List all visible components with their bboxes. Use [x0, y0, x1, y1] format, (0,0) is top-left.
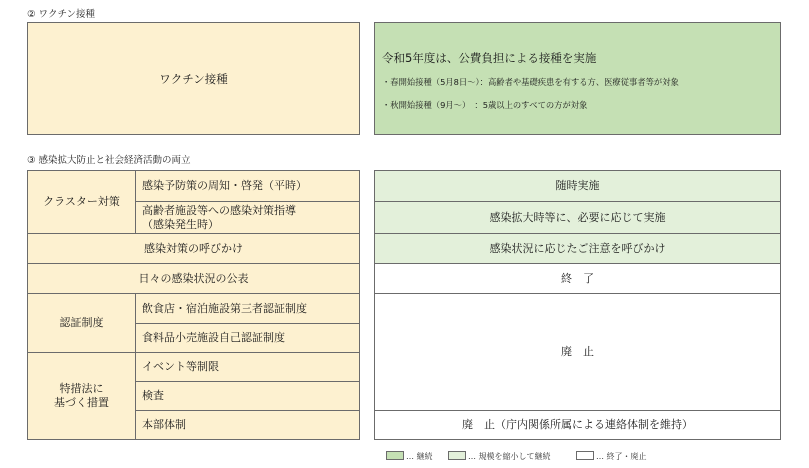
status-cluster1: 随時実施	[555, 179, 600, 192]
legend-ended: … 終了・廃止	[596, 452, 647, 461]
special-item1: イベント等制限	[142, 360, 219, 373]
legend-swatch-continue	[386, 451, 404, 460]
cluster-label: クラスター対策	[43, 195, 120, 208]
cluster-item1-cell	[135, 170, 360, 202]
legend-reduced: … 規模を縮小して継続	[468, 452, 551, 461]
cert-label-cell	[27, 293, 136, 353]
status-abolish-cell	[374, 293, 781, 411]
cluster-item1: 感染予防策の周知・啓発（平時）	[142, 179, 307, 192]
cluster-item2-cell	[135, 201, 360, 234]
vaccine-detail-spring: ・春開始接種（5月8日～）：高齢者や基礎疾患を有する方、医療従事者等が対象	[382, 77, 679, 87]
legend-swatch-reduced	[448, 451, 466, 460]
status-call: 感染状況に応じたご注意を呼びかけ	[489, 241, 666, 255]
publish-cell	[27, 263, 360, 294]
cluster-label-cell	[27, 170, 136, 234]
publish-label: 日々の感染状況の公表	[138, 271, 249, 285]
cluster-item2-line2: （感染発生時）	[142, 218, 219, 231]
section2-heading: ③ 感染拡大防止と社会経済活動の両立	[27, 155, 191, 166]
section1-heading: ② ワクチン接種	[27, 9, 96, 20]
special-item2: 検査	[142, 389, 164, 402]
status-hq: 廃 止（庁内関係所属による連絡体制を維持）	[462, 418, 693, 431]
status-call-cell	[374, 233, 781, 264]
special-item2-cell	[135, 381, 360, 411]
vaccine-label: ワクチン接種	[159, 71, 228, 86]
special-label-line1: 特措法に	[59, 382, 104, 395]
legend-continue: … 継続	[406, 452, 433, 461]
status-hq-cell	[374, 410, 781, 440]
cert-item1: 飲食店・宿泊施設第三者認証制度	[142, 301, 307, 315]
cert-label: 認証制度	[59, 316, 104, 329]
status-abolish: 廃 止	[561, 345, 594, 358]
special-label-line2: 基づく措置	[54, 396, 109, 409]
special-label-cell	[27, 352, 136, 440]
legend-swatch-ended	[576, 451, 594, 460]
status-publish-cell	[374, 263, 781, 294]
status-cluster1-cell	[374, 170, 781, 202]
call-label: 感染対策の呼びかけ	[144, 241, 243, 255]
cluster-item2-line1: 高齢者施設等への感染対策指導	[142, 204, 296, 217]
status-cluster2: 感染拡大時等に、必要に応じて実施	[489, 210, 666, 224]
vaccine-label-cell	[27, 22, 360, 135]
cert-item2: 食料品小売施設自己認証制度	[142, 331, 285, 344]
special-item1-cell	[135, 352, 360, 382]
vaccine-detail-title: 令和5年度は、公費負担による接種を実施	[382, 51, 597, 65]
vaccine-detail-cell	[374, 22, 781, 135]
vaccine-detail-autumn: ・秋開始接種（9月～） ：5歳以上のすべての方が対象	[382, 100, 588, 110]
cert-item2-cell	[135, 323, 360, 353]
special-item3-cell	[135, 410, 360, 440]
call-cell	[27, 233, 360, 264]
cert-item1-cell	[135, 293, 360, 324]
special-item3: 本部体制	[142, 418, 186, 431]
status-publish: 終 了	[561, 271, 594, 285]
status-cluster2-cell	[374, 201, 781, 234]
